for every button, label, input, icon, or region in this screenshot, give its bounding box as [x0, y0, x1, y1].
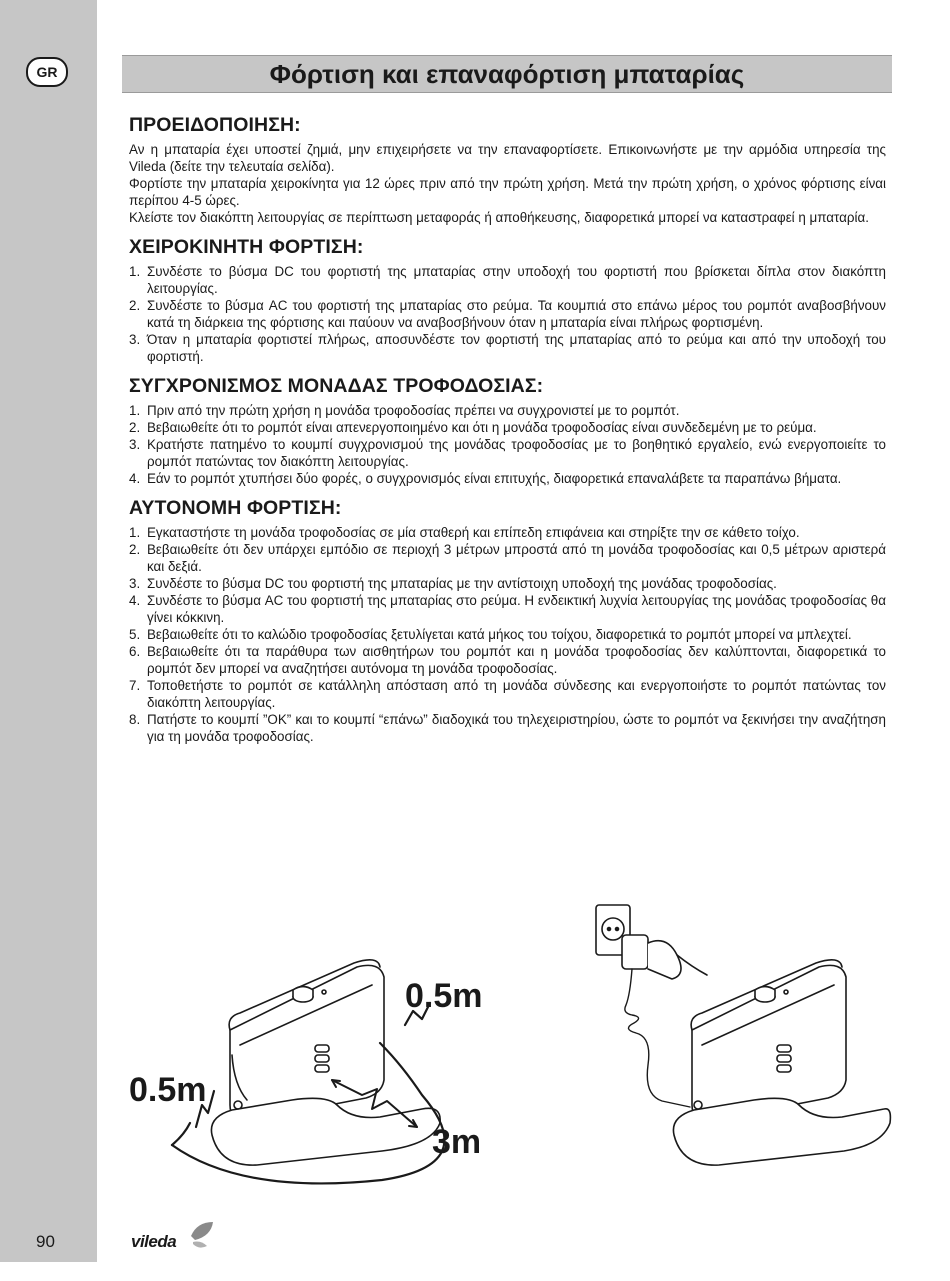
list-item: [129, 677, 886, 711]
warning-heading: ΠΡΟΕΙΔΟΠΟΙΗΣΗ:: [129, 114, 301, 136]
manual-charging-heading: ΧΕΙΡΟΚΙΝΗΤΗ ΦΟΡΤΙΣΗ:: [129, 236, 364, 258]
dimension-label-left: 0.5m: [129, 1071, 207, 1109]
item-number: 7.: [129, 678, 141, 693]
dimension-label-right: 0.5m: [405, 977, 483, 1015]
sync-section: [129, 375, 886, 487]
item-text: Βεβαιωθείτε ότι δεν υπάρχει εμπόδιο σε περιοχή 3 μέτρων μπροστά από τη μονάδα τροφοδοσίας και 0,5 μέτρων αριστερά και δεξιά.: [147, 542, 886, 574]
item-number: 8.: [129, 712, 141, 727]
item-text: Εγκαταστήστε τη μονάδα τροφοδοσίας σε μία σταθερή και επίπεδη επιφάνεια και στηρίξτε την σε κάθετο τοίχο.: [147, 525, 800, 540]
item-text: Συνδέστε το βύσμα AC του φορτιστή της μπαταρίας στο ρεύμα. Τα κουμπιά στο επάνω μέρος του ρομπότ αναβοσβήνουν κατά τη διάρκεια της φόρτισης και παύουν να αναβοσβήνουν όταν η μπαταρία είναι πλήρως φορτισμένη.: [147, 298, 886, 330]
item-text: Συνδέστε το βύσμα AC του φορτιστή της μπαταρίας στο ρεύμα. Η ενδεικτική λυχνία λειτουργίας της μονάδας τροφοδοσίας θα γίνει κόκκινη.: [147, 593, 886, 625]
item-number: 2.: [129, 298, 141, 313]
docking-illustration: [122, 895, 892, 1185]
item-number: 4.: [129, 593, 141, 608]
logo-text: vileda: [131, 1232, 177, 1251]
warning-section: [129, 114, 886, 226]
item-text: Βεβαιωθείτε ότι το καλώδιο τροφοδοσίας ξετυλίγεται κατά μήκος του τοίχου, διαφορετικά το ρομπότ μπορεί να μπλεχτεί.: [147, 627, 852, 642]
item-number: 3.: [129, 437, 141, 452]
list-item: [129, 626, 886, 643]
manual-charging-section: [129, 236, 886, 365]
item-text: Τοποθετήστε το ρομπότ σε κατάλληλη απόσταση από τη μονάδα σύνδεσης και ενεργοποιήστε το ρομπότ πατώντας τον διακόπτη λειτουργίας.: [147, 678, 886, 710]
item-text: Όταν η μπαταρία φορτιστεί πλήρως, αποσυνδέστε τον φορτιστή της μπαταρίας από το ρεύμα και από την υποδοχή του φορτιστή.: [147, 332, 886, 364]
warning-paragraph: Αν η μπαταρία έχει υποστεί ζημιά, μην επιχειρήσετε να την επαναφορτίσετε. Επικοινωνήστε με την αρμόδια υπηρεσία της Vileda (δείτε την τελευταία σελίδα).: [129, 142, 886, 174]
page-number: 90: [36, 1232, 55, 1251]
item-number: 3.: [129, 332, 141, 347]
warning-paragraph: Φορτίστε την μπαταρία χειροκίνητα για 12 ώρες πριν από την πρώτη χρήση. Μετά την πρώτη χρήση, ο χρόνος φόρτισης είναι περίπου 4-5 ώρες.: [129, 176, 886, 208]
item-text: Πατήστε το κουμπί ”OK” και το κουμπί “επάνω” διαδοχικά του τηλεχειριστηρίου, ώστε το ρομπότ να ξεκινήσει την αναζήτηση για τη μονάδα τροφοδοσίας.: [147, 712, 886, 744]
charger-cable: [625, 969, 690, 1107]
list-item: [129, 470, 886, 487]
item-text: Συνδέστε το βύσμα DC του φορτιστή της μπαταρίας με την αντίστοιχη υποδοχή της μονάδας τροφοδοσίας.: [147, 576, 777, 591]
item-number: 4.: [129, 471, 141, 486]
clearance-arc-left: [172, 1123, 190, 1145]
item-number: 2.: [129, 420, 141, 435]
dimension-label-front: 3m: [432, 1123, 482, 1161]
item-text: Πριν από την πρώτη χρήση η μονάδα τροφοδοσίας πρέπει να συγχρονιστεί με το ρομπότ.: [147, 403, 680, 418]
list-item: [129, 419, 886, 436]
list-item: [129, 297, 886, 331]
list-item: [129, 263, 886, 297]
item-text: Εάν το ρομπότ χτυπήσει δύο φορές, ο συγχρονισμός είναι επιτυχής, διαφορετικά επαναλάβετε τα παραπάνω βήματα.: [147, 471, 842, 486]
docking-station-right: [673, 960, 890, 1165]
item-text: Κρατήστε πατημένο το κουμπί συγχρονισμού της μονάδας τροφοδοσίας με το βοηθητικό εργαλείο, ενώ ενεργοποιείτε το ρομπότ πατώντας τον διακόπτη λειτουργίας.: [147, 437, 886, 469]
vileda-logo: [129, 1220, 229, 1260]
sidebar: [0, 0, 97, 1262]
page-title: Φόρτιση και επαναφόρτιση μπαταρίας: [269, 59, 745, 89]
country-badge: GR: [26, 57, 68, 87]
item-text: Βεβαιωθείτε ότι το ρομπότ είναι απενεργοποιημένο και ότι η μονάδα τροφοδοσίας είναι συνδεδεμένη με το ρεύμα.: [147, 420, 817, 435]
sync-list: [129, 402, 886, 487]
item-text: Συνδέστε το βύσμα DC του φορτιστή της μπαταρίας στην υποδοχή του φορτιστή που βρίσκεται δίπλα στον διακόπτη λειτουργίας.: [147, 264, 886, 296]
item-number: 5.: [129, 627, 141, 642]
item-number: 6.: [129, 644, 141, 659]
list-item: [129, 575, 886, 592]
item-number: 3.: [129, 576, 141, 591]
sync-heading: ΣΥΓΧΡΟΝΙΣΜΟΣ ΜΟΝΑΔΑΣ ΤΡΟΦΟΔΟΣΙΑΣ:: [129, 375, 544, 397]
list-item: [129, 711, 886, 745]
content: [129, 114, 886, 755]
item-number: 1.: [129, 525, 141, 540]
warning-paragraph: Κλείστε τον διακόπτη λειτουργίας σε περίπτωση μεταφοράς ή αποθήκευσης, διαφορετικά μπορεί να καταστραφεί η μπαταρία.: [129, 210, 869, 225]
charger-adapter: [622, 935, 707, 979]
list-item: [129, 331, 886, 365]
item-text: Βεβαιωθείτε ότι τα παράθυρα των αισθητήρων του ρομπότ και η μονάδα τροφοδοσίας δεν καλύπτονται, διαφορετικά το ρομπότ δεν μπορεί να αναζητήσει αυτόνομα τη μονάδα τροφοδοσίας.: [147, 644, 886, 676]
item-number: 2.: [129, 542, 141, 557]
list-item: [129, 592, 886, 626]
auto-charging-heading: ΑΥΤΟΝΟΜΗ ΦΟΡΤΙΣΗ:: [129, 497, 342, 519]
item-number: 1.: [129, 403, 141, 418]
list-item: [129, 643, 886, 677]
list-item: [129, 436, 886, 470]
list-item: [129, 524, 886, 541]
auto-charging-section: [129, 497, 886, 745]
title-bar: [122, 55, 892, 93]
item-number: 1.: [129, 264, 141, 279]
auto-charging-list: [129, 524, 886, 745]
list-item: [129, 402, 886, 419]
manual-charging-list: [129, 263, 886, 365]
list-item: [129, 541, 886, 575]
